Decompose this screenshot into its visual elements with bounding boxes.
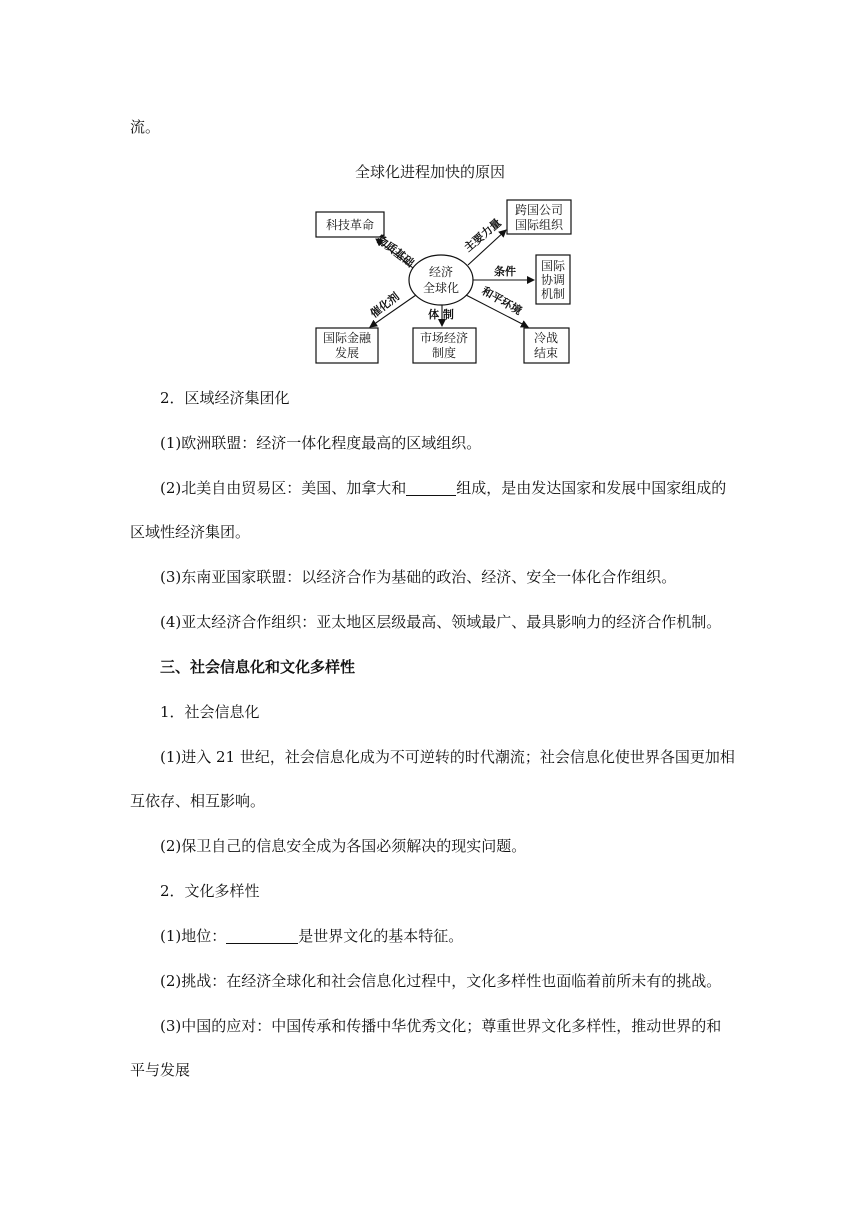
paragraph: (3)东南亚国家联盟：以经济合作为基础的政治、经济、安全一体化合作组织。 [160,568,677,586]
box-coordination-label-1: 国际 [540,259,566,273]
paragraph: (2)保卫自己的信息安全成为各国必须解决的现实问题。 [160,837,527,855]
paragraph-continuation: 互依存、相互影响。 [130,792,266,810]
box-cold-war-label-2: 结束 [533,346,559,360]
box-market-economy-label-1: 市场经济 [419,331,469,345]
box-multinational-label-2: 国际组织 [514,218,564,232]
paragraph: (3)中国的应对：中国传承和传播中华优秀文化；尊重世界文化多样性，推动世界的和 [160,1017,722,1035]
paragraph-part: (2)北美自由贸易区：美国、加拿大和 [160,479,407,497]
paragraph-part: 是世界文化的基本特征。 [298,927,464,945]
paragraph: (2)挑战：在经济全球化和社会信息化过程中，文化多样性也面临着前所未有的挑战。 [160,972,722,990]
paragraph: (4)亚太经济合作组织：亚太地区层级最高、领域最广、最具影响力的经济合作机制。 [160,613,722,631]
edge-label-condition: 条件 [494,265,516,278]
paragraph-continuation: 区域性经济集团。 [130,523,251,541]
edge-label-system: 体 制 [428,308,454,321]
fill-blank[interactable] [406,479,456,496]
edge-label-catalyst: 催化剂 [367,289,402,321]
subsection-title: 2．文化多样性 [160,882,260,900]
center-label-1: 经济 [428,265,454,279]
box-tech-revolution-label: 科技革命 [325,218,375,232]
box-finance-label-1: 国际金融 [322,331,372,345]
paragraph: (1)进入 21 世纪，社会信息化成为不可逆转的时代潮流；社会信息化使世界各国更加相 [160,748,735,766]
figure-title: 全球化进程加快的原因 [354,163,505,181]
box-coordination-label-3: 机制 [540,287,566,301]
center-label-2: 全球化 [422,281,460,295]
center-node [409,255,473,305]
section-2-title: 2．区域经济集团化 [160,389,290,407]
subsection-title: 1．社会信息化 [160,703,260,721]
paragraph [160,926,463,946]
fill-blank[interactable] [226,927,298,944]
edge-label-material: 物质基础 [373,232,417,270]
edge-label-main-force: 主要力量 [461,216,504,255]
section-3-heading: 三、社会信息化和文化多样性 [160,658,356,676]
box-finance-label-2: 发展 [334,346,360,360]
paragraph: (1)欧洲联盟：经济一体化程度最高的区域组织。 [160,434,482,452]
paragraph-part: (1)地位： [160,927,227,945]
paragraph-part: 组成，是由发达国家和发展中国家组成的 [456,479,727,497]
globalization-diagram [0,0,860,380]
paragraph [160,478,726,498]
box-coordination-label-2: 协调 [540,273,566,287]
edge-label-peace: 和平环境 [479,284,525,318]
text-fragment: 流。 [130,118,161,136]
box-multinational-label-1: 跨国公司 [514,203,564,217]
box-cold-war-label-1: 冷战 [533,331,559,345]
paragraph-continuation: 平与发展 [130,1061,191,1079]
box-market-economy-label-2: 制度 [431,346,457,360]
